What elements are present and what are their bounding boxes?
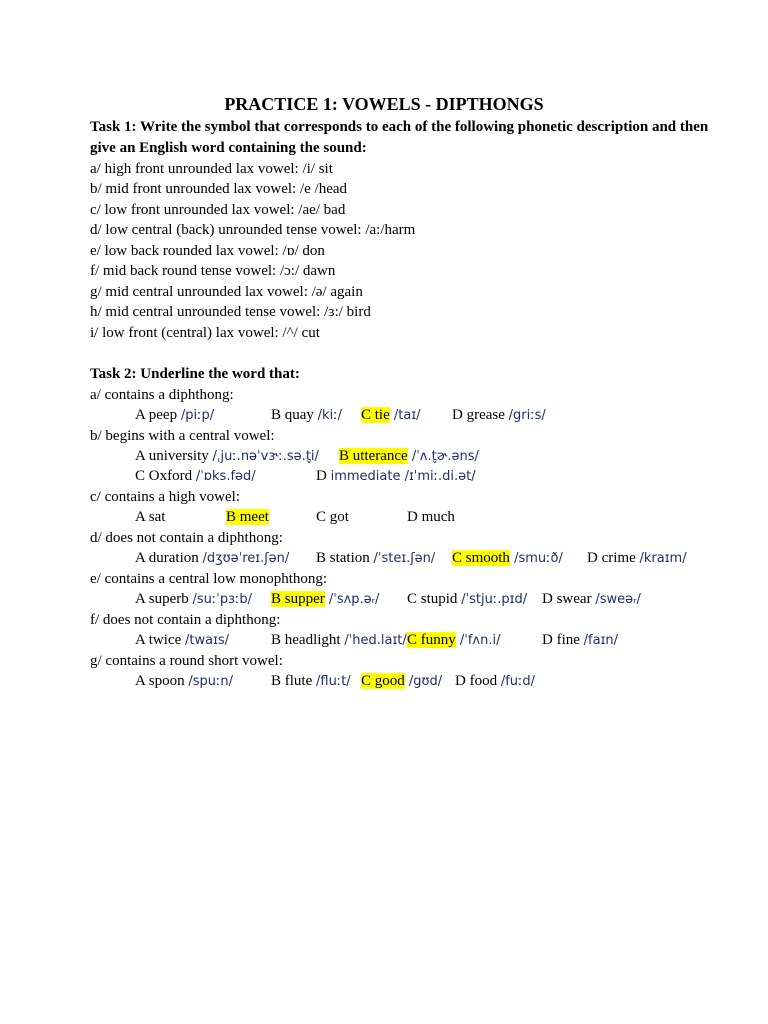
option-ipa: /ˈstjuː.pɪd/ [461,592,528,607]
task1-item-c: c/ low front unrounded lax vowel: /ae/ bad [90,202,346,218]
question-e-option-a [135,589,252,610]
option-ipa: /spuːn/ [188,674,233,689]
page-title: PRACTICE 1: VOWELS - DIPTHONGS [224,94,544,114]
option-ipa: /ˈfʌn.i/ [455,633,501,648]
option-ipa: /ˈsʌp.əᵣ/ [324,592,380,607]
option-ipa: /kraɪm/ [639,551,687,566]
question-e-option-c [407,589,527,610]
option-ipa: /gʊd/ [404,674,443,689]
option-ipa: /ˈsteɪ.ʃən/ [373,551,436,566]
task1-heading-line1: Task 1: Write the symbol that corresponds to each of the following phonetic description and then [90,119,709,135]
question-c-option-b [226,507,269,527]
task1-item-h: h/ mid central unrounded tense vowel: /ɜ:/ bird [90,304,371,320]
option-ipa: /sweəᵣ/ [595,592,641,607]
option-ipa: /piːp/ [180,408,215,423]
option-word-highlighted: B meet [226,509,269,525]
question-g-option-b [271,671,351,692]
option-word: B station [316,550,374,566]
question-g-option-d [455,671,535,692]
option-ipa: /twaɪs/ [185,633,230,648]
question-b-option-b [339,446,479,467]
question-e-prompt: e/ contains a central low monophthong: [90,571,328,587]
question-d-option-a [135,548,289,569]
option-word: C stupid [407,591,462,607]
question-b-prompt: b/ begins with a central vowel: [90,428,275,444]
task1-item-g: g/ mid central unrounded lax vowel: /ə/ again [90,284,363,300]
option-word: D food [455,673,501,689]
question-a-option-a [135,405,214,426]
option-word-highlighted: C funny [407,632,456,648]
option-word: D fine [542,632,584,648]
question-d-option-c [452,548,563,569]
task1-item-f: f/ mid back round tense vowel: /ɔ:/ dawn [90,263,336,279]
task1-item-e: e/ low back rounded lax vowel: /ɒ/ don [90,243,325,259]
option-ipa: /ˈʌ.t̬ɚ.əns/ [407,449,479,464]
question-d-option-b [316,548,435,569]
task1-item-d: d/ low central (back) unrounded tense vowel: /a:/harm [90,222,416,238]
option-word: A university [135,448,213,464]
option-ipa: immediate /ɪˈmiː.di.ət/ [330,469,476,484]
option-word: D crime [587,550,640,566]
task1-heading-line2: give an English word containing the sound: [90,140,367,156]
option-ipa: /fluːt/ [316,674,351,689]
question-f-option-c [407,630,500,651]
option-word: A superb [135,591,193,607]
question-c-option-a [135,507,165,527]
question-f-option-a [135,630,229,651]
option-word: A sat [135,509,166,525]
option-word: A peep [135,407,181,423]
question-f-option-b [271,630,407,651]
option-word-highlighted: C smooth [452,550,510,566]
option-word: D much [407,509,455,525]
question-e-option-d [542,589,641,610]
task1-item-i: i/ low front (central) lax vowel: /^/ cut [90,325,320,341]
question-f-prompt: f/ does not contain a diphthong: [90,612,281,628]
question-c-option-c [316,507,349,527]
question-b-option-a [135,446,319,467]
question-a-prompt: a/ contains a diphthong: [90,387,234,403]
question-f-option-d [542,630,618,651]
question-d-option-d [587,548,687,569]
option-word: C got [316,509,349,525]
question-g-option-c [361,671,442,692]
option-word: A duration [135,550,203,566]
option-word: B flute [271,673,316,689]
task2-heading: Task 2: Underline the word that: [90,366,300,382]
task1-item-b: b/ mid front unrounded lax vowel: /e /head [90,181,348,197]
option-word: D swear [542,591,596,607]
question-b-option-d [316,466,476,487]
option-ipa: /suːˈpɜːb/ [192,592,253,607]
option-ipa: /kiː/ [317,408,342,423]
option-ipa: /faɪn/ [583,633,619,648]
option-word: B quay [271,407,318,423]
option-word-highlighted: C tie [361,407,390,423]
option-word: A twice [135,632,185,648]
option-word: C Oxford [135,468,196,484]
option-ipa: /ˈɒks.fəd/ [195,469,256,484]
question-a-option-d [452,405,546,426]
question-a-option-c [361,405,421,426]
option-word: A spoon [135,673,189,689]
question-b-option-c [135,466,256,487]
option-ipa: /taɪ/ [389,408,421,423]
option-ipa: /smuːð/ [509,551,563,566]
question-a-option-b [271,405,342,426]
option-ipa: /griːs/ [508,408,546,423]
question-g-prompt: g/ contains a round short vowel: [90,653,283,669]
option-word-highlighted: B utterance [339,448,408,464]
task1-item-a: a/ high front unrounded lax vowel: /i/ sit [90,161,333,177]
option-word: D grease [452,407,509,423]
question-c-prompt: c/ contains a high vowel: [90,489,240,505]
question-d-prompt: d/ does not contain a diphthong: [90,530,283,546]
question-c-option-d [407,507,455,527]
option-ipa: /ˈhed.laɪt/ [344,633,407,648]
question-g-option-a [135,671,233,692]
option-word: D [316,468,331,484]
option-word-highlighted: C good [361,673,405,689]
option-word: B headlight [271,632,345,648]
option-ipa: /dʒʊəˈreɪ.ʃən/ [202,551,290,566]
option-word-highlighted: B supper [271,591,325,607]
option-ipa: /fuːd/ [500,674,536,689]
question-e-option-b [271,589,379,610]
option-ipa: /ˌjuː.nəˈvɝː.sə.t̬i/ [212,449,319,464]
